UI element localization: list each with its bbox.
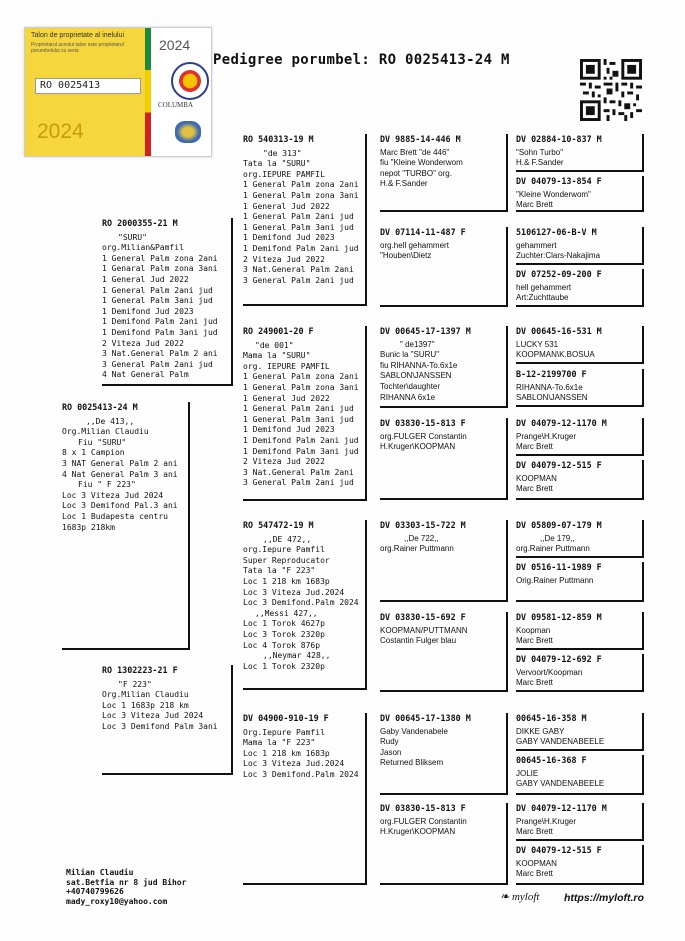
ancestor-ring: DV 0516-11-1989 F [516, 562, 602, 572]
ancestor-ring: DV 00645-16-531 M [516, 326, 602, 336]
ancestor-card [516, 562, 644, 602]
grandparent-line: 1 Demifond Palm 2ani jud [243, 243, 359, 253]
ancestor-line: Vervoort/Koopman [516, 667, 583, 677]
grandparent-line: Mama la "F 223" [243, 738, 316, 748]
great-grandparent-card [380, 520, 508, 602]
grandparent-line: 3 Nat.General Palm 2ani [243, 265, 354, 275]
sire-line: "SURU" [118, 232, 147, 242]
subject-line: Fiu " F 223" [78, 480, 136, 490]
great-grandparent-line: org.Rainer Puttmann [380, 544, 454, 554]
great-grandparent-card [380, 134, 508, 212]
ancestor-line: Marc Brett [516, 636, 553, 646]
ancestor-card [516, 176, 644, 212]
ancestor-ring: DV 05809-07-179 M [516, 520, 602, 530]
grandparent-card [243, 713, 367, 885]
ancestor-card [516, 612, 644, 650]
great-grandparent-line: nepot "TURBO" org. [380, 168, 452, 178]
sticker-brand: COLUMBA [158, 101, 194, 109]
great-grandparent-line: Rudy [380, 737, 399, 747]
ancestor-line: Prange\H.Kruger [516, 431, 577, 441]
great-grandparent-line: SABLON\JANSSEN [380, 371, 452, 381]
ancestor-line: Marc Brett [516, 678, 553, 688]
grandparent-line: org. IEPURE PAMFIL [243, 361, 330, 371]
grandparent-line: Mama la "SURU" [243, 351, 311, 361]
sire-line: 3 General Palm 2ani jud [102, 359, 213, 369]
ancestor-ring: B-12-2199700 F [516, 369, 587, 379]
ancestor-ring: DV 04079-12-515 F [516, 845, 602, 855]
great-grandparent-line: Returned Bliksem [380, 758, 444, 768]
grandparent-line: ,,DE 472,, [263, 534, 312, 544]
great-grandparent-ring: DV 00645-17-1397 M [380, 326, 471, 336]
grandparent-line: 1 General Palm zona 2ani [243, 180, 359, 190]
grandparent-line: Loc 1 Torok 4627p [243, 619, 325, 629]
sticker-ring-number: RO 0025413 [35, 78, 141, 94]
ancestor-line: Marc Brett [516, 827, 553, 837]
ancestor-ring: DV 02884-10-837 M [516, 134, 602, 144]
myloft-logo-text: myloft [511, 891, 540, 903]
great-grandparent-line: H.Kruger\KOOPMAN [380, 827, 456, 837]
owner-name: Milian Claudiu [66, 868, 134, 877]
ancestor-ring: DV 04079-12-1170 M [516, 418, 607, 428]
subject-line: Loc 3 Demifond Pal.3 ani [62, 501, 178, 511]
ancestor-line: GABY VANDENABEELE [516, 737, 605, 747]
sire-line: 2 Viteza Jud 2022 [102, 338, 184, 348]
great-grandparent-card [380, 227, 508, 307]
sticker-year-large: 2024 [37, 120, 84, 143]
ancestor-line: Zuchter:Clars-Nakajima [516, 251, 601, 261]
sire-line: 3 Nat.General Palm 2 ani [102, 349, 218, 359]
great-grandparent-line: H.Kruger\KOOPMAN [380, 442, 456, 452]
great-grandparent-line: fiu "Kleine Wonderwom [380, 158, 463, 168]
footer-url-link[interactable]: https://myloft.ro [564, 892, 644, 904]
great-grandparent-card [380, 418, 508, 500]
federation-logo-icon [175, 121, 201, 143]
dam-line: Loc 1 1683p 218 km [102, 700, 189, 710]
ancestor-line: Art:Zuchttaube [516, 293, 569, 303]
dam-line: Loc 3 Viteza Jud 2024 [102, 711, 204, 721]
great-grandparent-line: org.hell gehammert [380, 240, 449, 250]
grandparent-line: "de 313" [263, 148, 302, 158]
grandparent-line: org.Iepure Pamfil [243, 545, 325, 555]
grandparent-line: Loc 1 Torok 2320p [243, 661, 325, 671]
great-grandparent-ring: DV 9885-14-446 M [380, 134, 461, 144]
grandparent-line: Loc 1 218 km 1683p [243, 576, 330, 586]
great-grandparent-line: ,,De 722,, [404, 533, 439, 543]
great-grandparent-card [380, 612, 508, 692]
grandparent-line: ,,Neymar 428,, [263, 651, 331, 661]
grandparent-line: 2 Viteza Jud 2022 [243, 254, 325, 264]
grandparent-card [243, 134, 367, 306]
sire-ring: RO 2000355-21 M [102, 218, 178, 228]
ancestor-card [516, 418, 644, 456]
great-grandparent-line: org.FULGER Constantin [380, 816, 467, 826]
grandparent-line: 1 General Palm 3ani jud [243, 414, 354, 424]
grandparent-card [243, 520, 367, 690]
grandparent-line: Loc 3 Demifond.Palm 2024 [243, 598, 359, 608]
ancestor-line: hell gehammert [516, 282, 572, 292]
grandparent-line: Org.Iepure Pamfil [243, 727, 325, 737]
ancestor-card [516, 227, 644, 265]
ancestor-line: LUCKY 531 [516, 339, 559, 349]
ancestor-card [516, 713, 644, 751]
subject-line: Loc 3 Viteza Jud 2024 [62, 490, 164, 500]
sire-line: 1 Demifond Palm 2ani jud [102, 317, 218, 327]
dam-ring: RO 1302223-21 F [102, 665, 178, 675]
columba-logo-icon [171, 62, 209, 100]
grandparent-line: org.IEPURE PAMFIL [243, 169, 325, 179]
sticker-flag-stripe [145, 28, 151, 156]
ancestor-card [516, 520, 644, 558]
grandparent-line: 1 General Palm zona 2ani [243, 372, 359, 382]
great-grandparent-line: Bunic la "SURU" [380, 350, 440, 360]
ancestor-ring: DV 04079-12-692 F [516, 654, 602, 664]
grandparent-line: 3 General Palm 2ani jud [243, 478, 354, 488]
ancestor-card [516, 326, 644, 364]
great-grandparent-line: fiu RIHANNA-To.6x1e [380, 360, 458, 370]
ancestor-line: KOOPMAN [516, 473, 557, 483]
great-grandparent-ring: DV 03830-15-692 F [380, 612, 466, 622]
subject-line: ,,De 413,, [86, 416, 135, 426]
great-grandparent-line: "Houben\Dietz [380, 251, 432, 261]
subject-line: 4 Nat General Palm 3 ani [62, 469, 178, 479]
ancestor-line: gehammert [516, 240, 557, 250]
ancestor-line: "Kleine Wonderwom" [516, 189, 591, 199]
grandparent-ring: RO 547472-19 M [243, 520, 314, 530]
ancestor-line: Orig.Rainer Puttmann [516, 575, 594, 585]
sire-line: 1 General Jud 2022 [102, 274, 189, 284]
grandparent-line: 1 General Jud 2022 [243, 393, 330, 403]
owner-email[interactable]: mady_roxy10@yahoo.com [66, 896, 168, 906]
sire-line: 1 General Palm 2ani jud [102, 285, 213, 295]
grandparent-line: 1 General Palm zona 3ani [243, 190, 359, 200]
dam-line: "F 223" [118, 679, 152, 689]
subject-line: 8 x 1 Campion [62, 448, 125, 458]
ancestor-line: Marc Brett [516, 442, 553, 452]
owner-address: sat.Betfia nr 8 jud Bihor [66, 877, 187, 887]
grandparent-line: Loc 3 Viteza Jud.2024 [243, 759, 345, 769]
ancestor-line: H.& F.Sander [516, 158, 564, 168]
sire-line: 1 General Palm zona 2ani [102, 253, 218, 263]
ancestor-card [516, 654, 644, 692]
ancestor-ring: 00645-16-368 F [516, 755, 587, 765]
dam-line: Org.Milian Claudiu [102, 690, 189, 700]
sticker-heading: Talon de proprietate al inelului [31, 32, 125, 39]
sire-line: 1 Demifond Jud 2023 [102, 306, 194, 316]
ancestor-line: JOLIE [516, 768, 539, 778]
great-grandparent-line: Jason [380, 747, 402, 757]
bird-icon: ❧ [500, 891, 510, 903]
grandparent-line: Loc 3 Demifond.Palm 2024 [243, 769, 359, 779]
great-grandparent-card [380, 713, 508, 795]
great-grandparent-ring: DV 03303-15-722 M [380, 520, 466, 530]
ancestor-line: org.Rainer Puttmann [516, 544, 590, 554]
grandparent-line: Tata la "F 223" [243, 566, 316, 576]
sire-line: org.Milian&Pamfil [102, 243, 184, 253]
sire-line: 1 General Palm 3ani jud [102, 296, 213, 306]
grandparent-line: 1 Demifond Palm 2ani jud [243, 435, 359, 445]
great-grandparent-ring: DV 07114-11-487 F [380, 227, 466, 237]
ancestor-line: "Sohn Turbo" [516, 147, 564, 157]
grandparent-line: 1 Demifond Jud 2023 [243, 425, 335, 435]
grandparent-line: "de 001" [255, 340, 294, 350]
sire-line: 1 Genaral Palm zona 3ani [102, 264, 218, 274]
grandparent-line: Tata la "SURU" [243, 159, 311, 169]
subject-line: Org.Milian Claudiu [62, 427, 149, 437]
great-grandparent-card [380, 803, 508, 885]
subject-line: Fiu "SURU" [78, 437, 127, 447]
great-grandparent-card [380, 326, 508, 408]
subject-ring: RO 0025413-24 M [62, 402, 138, 412]
grandparent-line: ,,Messi 427,, [255, 608, 318, 618]
ancestor-ring: DV 04079-12-515 F [516, 460, 602, 470]
grandparent-ring: DV 04900-910-19 F [243, 713, 329, 723]
ancestor-line: SABLON\JANSSEN [516, 393, 588, 403]
subject-line: 3 NAT General Palm 2 ani [62, 458, 178, 468]
great-grandparent-line: H.& F.Sander [380, 179, 428, 189]
ancestor-line: Marc Brett [516, 484, 553, 494]
ancestor-line: RIHANNA-To.6x1e [516, 382, 583, 392]
ancestor-card [516, 269, 644, 307]
ancestor-ring: DV 04079-12-1170 M [516, 803, 607, 813]
grandparent-line: 2 Viteza Jud 2022 [243, 457, 325, 467]
ancestor-card [516, 803, 644, 841]
great-grandparent-line: Tochter\daughter [380, 381, 441, 391]
great-grandparent-ring: DV 03830-15-813 F [380, 418, 466, 428]
great-grandparent-line: Marc Brett "de 446" [380, 147, 450, 157]
qr-code-icon [580, 59, 642, 121]
grandparent-line: 1 Demifond Jud 2023 [243, 233, 335, 243]
great-grandparent-line: KOOPMAN/PUTTMANN [380, 625, 468, 635]
ancestor-line: Marc Brett [516, 200, 553, 210]
dam-card [102, 665, 233, 775]
owner-contact-block [66, 868, 186, 906]
ancestor-card [516, 845, 644, 885]
great-grandparent-ring: DV 03830-15-813 F [380, 803, 466, 813]
sire-line: 1 Demifond Palm 3ani jud [102, 327, 218, 337]
ancestor-line: Marc Brett [516, 869, 553, 879]
grandparent-line: Loc 3 Torok 2320p [243, 629, 325, 639]
grandparent-line: Loc 1 218 km 1683p [243, 748, 330, 758]
ancestor-line: KOOPMAN [516, 858, 557, 868]
great-grandparent-line: " de1397" [400, 339, 435, 349]
great-grandparent-line: RIHANNA 6x1e [380, 392, 436, 402]
ancestor-ring: DV 07252-09-200 F [516, 269, 602, 279]
grandparent-line: 1 General Palm zona 3ani [243, 382, 359, 392]
ancestor-ring: 00645-16-358 M [516, 713, 587, 723]
grandparent-line: Loc 3 Viteza Jud.2024 [243, 587, 345, 597]
ancestor-card [516, 134, 644, 172]
grandparent-ring: RO 249001-20 F [243, 326, 314, 336]
great-grandparent-ring: DV 00645-17-1380 M [380, 713, 471, 723]
ancestor-ring: DV 04079-13-854 F [516, 176, 602, 186]
grandparent-line: 1 Demifond Palm 3ani jud [243, 446, 359, 456]
ancestor-line: KOOPMAN\K.BOSUA [516, 350, 595, 360]
sire-line: 4 Nat General Palm [102, 370, 189, 380]
grandparent-line: 3 Nat.General Palm 2ani [243, 467, 354, 477]
page-title: Pedigree porumbel: RO 0025413-24 M [213, 52, 510, 68]
ancestor-line: GABY VANDENABEELE [516, 779, 605, 789]
subject-line: Loc 1 Budapesta centru [62, 511, 168, 521]
grandparent-line: Super Reproducator [243, 555, 330, 565]
ancestor-line: ,,De 179,, [540, 533, 575, 543]
grandparent-line: 1 General Palm 2ani jud [243, 404, 354, 414]
grandparent-line: 1 General Palm 3ani jud [243, 222, 354, 232]
subject-card [62, 402, 190, 650]
owner-phone: +40740799626 [66, 887, 124, 896]
ancestor-ring: DV 09581-12-859 M [516, 612, 602, 622]
grandparent-line: Loc 4 Torok 876p [243, 640, 321, 650]
great-grandparent-line: Gaby Vandenabele [380, 726, 448, 736]
grandparent-line: 1 General Jud 2022 [243, 201, 330, 211]
sire-card [102, 218, 233, 386]
ancestor-line: Prange\H.Kruger [516, 816, 577, 826]
ancestor-line: Koopman [516, 625, 551, 635]
sticker-subtext: Proprietarul acestui talon este proprietarul porumbelului cu seria [31, 42, 124, 54]
subject-line: 1683p 218km [62, 522, 115, 532]
ancestor-card [516, 755, 644, 795]
ancestor-card [516, 460, 644, 500]
ancestor-ring: 5106127-06-B-V M [516, 227, 597, 237]
ancestor-line: DIKKE GABY [516, 726, 565, 736]
sticker-year-small: 2024 [159, 37, 191, 53]
ownership-sticker [24, 27, 212, 157]
myloft-logo [500, 890, 539, 903]
grandparent-line: 1 General Palm 2ani jud [243, 212, 354, 222]
dam-line: Loc 3 Demifond Palm 3ani [102, 721, 218, 731]
great-grandparent-line: org.FULGER Constantin [380, 431, 467, 441]
great-grandparent-line: Costantin Fulger blau [380, 636, 457, 646]
grandparent-card [243, 326, 367, 501]
ancestor-card [516, 369, 644, 407]
grandparent-ring: RO 540313-19 M [243, 134, 314, 144]
grandparent-line: 3 General Palm 2ani jud [243, 275, 354, 285]
